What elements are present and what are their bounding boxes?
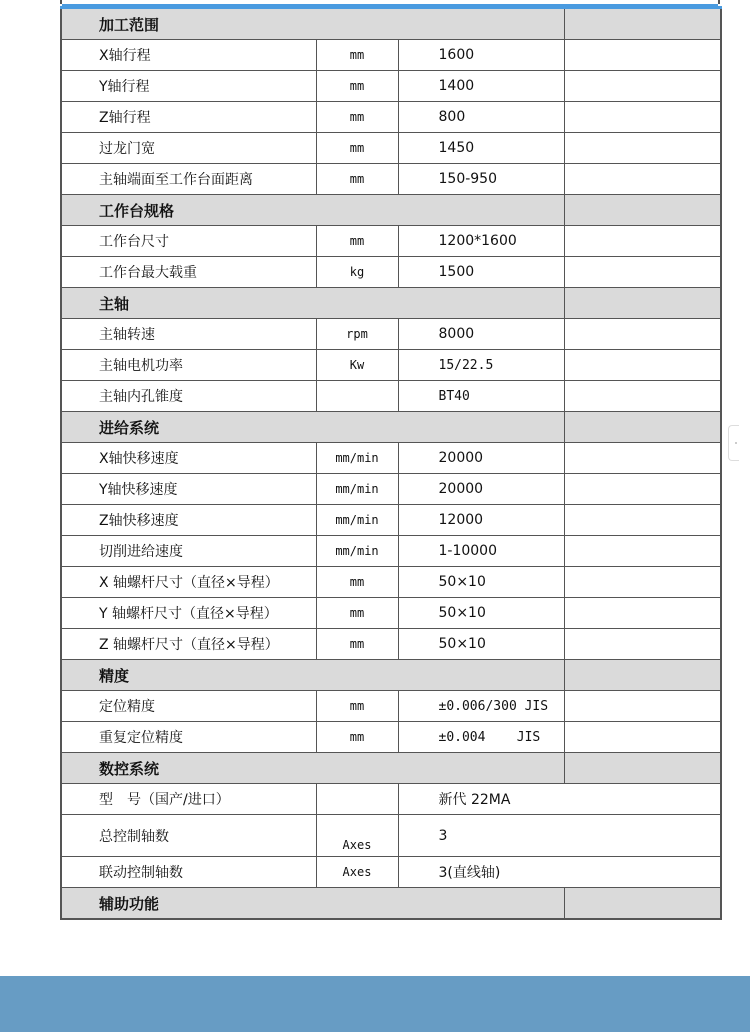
param-value: 8000 (398, 319, 564, 350)
param-name: Z 轴螺杆尺寸（直径×导程） (61, 629, 316, 660)
param-value: 50×10 (398, 567, 564, 598)
table-row (61, 629, 721, 660)
table-row (61, 226, 721, 257)
section-title: 数控系统 (61, 753, 564, 784)
param-value: 1200*1600 (398, 226, 564, 257)
param-unit: mm/min (316, 474, 398, 505)
section-header (61, 888, 721, 920)
table-row (61, 133, 721, 164)
param-unit: rpm (316, 319, 398, 350)
spec-table (60, 6, 722, 920)
section-title: 精度 (61, 660, 564, 691)
param-unit: kg (316, 257, 398, 288)
param-name: 重复定位精度 (61, 722, 316, 753)
param-name: 型 号（国产/进口） (61, 784, 316, 815)
table-row (61, 319, 721, 350)
remark-cell (564, 195, 721, 226)
param-value: 1400 (398, 71, 564, 102)
table-row (61, 567, 721, 598)
param-name: 工作台最大载重 (61, 257, 316, 288)
remark-cell (564, 288, 721, 319)
remark-cell (564, 888, 721, 920)
param-value: 1500 (398, 257, 564, 288)
section-title: 加工范围 (61, 8, 564, 40)
param-value: ±0.006/300 JIS (398, 691, 564, 722)
param-unit: Kw (316, 350, 398, 381)
table-row (61, 71, 721, 102)
param-unit: mm (316, 598, 398, 629)
section-header (61, 8, 721, 40)
param-value: 1-10000 (398, 536, 564, 567)
param-value: 20000 (398, 474, 564, 505)
param-name: 主轴电机功率 (61, 350, 316, 381)
param-unit: mm (316, 226, 398, 257)
remark-cell (564, 40, 721, 71)
param-name: Y轴行程 (61, 71, 316, 102)
param-value: BT40 (398, 381, 564, 412)
param-value: 12000 (398, 505, 564, 536)
table-row (61, 598, 721, 629)
param-name: 切削进给速度 (61, 536, 316, 567)
param-value: 1600 (398, 40, 564, 71)
remark-cell (564, 257, 721, 288)
param-unit: mm (316, 691, 398, 722)
section-header (61, 412, 721, 443)
remark-cell (564, 722, 721, 753)
table-row (61, 691, 721, 722)
param-unit: mm (316, 722, 398, 753)
remark-cell (564, 102, 721, 133)
param-unit: mm (316, 629, 398, 660)
table-row (61, 857, 721, 888)
param-value: 50×10 (398, 629, 564, 660)
param-name: 总控制轴数 (61, 815, 316, 857)
table-row (61, 815, 721, 857)
footer-band (0, 976, 750, 1032)
side-drawer-handle[interactable] (728, 425, 739, 461)
param-name: 定位精度 (61, 691, 316, 722)
param-name: Z轴快移速度 (61, 505, 316, 536)
remark-cell (564, 381, 721, 412)
remark-cell (564, 753, 721, 784)
section-title: 辅助功能 (61, 888, 564, 920)
param-value: 1450 (398, 133, 564, 164)
param-value: 3(直线轴) (398, 857, 721, 888)
section-header (61, 660, 721, 691)
param-unit: Axes (316, 857, 398, 888)
remark-cell (564, 319, 721, 350)
param-value: 150-950 (398, 164, 564, 195)
table-row (61, 784, 721, 815)
param-value: 15/22.5 (398, 350, 564, 381)
param-unit: mm (316, 133, 398, 164)
table-row (61, 40, 721, 71)
param-value: 50×10 (398, 598, 564, 629)
param-name: 联动控制轴数 (61, 857, 316, 888)
param-unit: Axes (316, 815, 398, 857)
remark-cell (564, 8, 721, 40)
remark-cell (564, 629, 721, 660)
table-row (61, 474, 721, 505)
table-row (61, 536, 721, 567)
section-title: 主轴 (61, 288, 564, 319)
table-row (61, 257, 721, 288)
param-value: 新代 22MA (398, 784, 721, 815)
param-unit: mm (316, 164, 398, 195)
section-title: 进给系统 (61, 412, 564, 443)
section-title: 工作台规格 (61, 195, 564, 226)
table-row (61, 164, 721, 195)
param-value: 20000 (398, 443, 564, 474)
remark-cell (564, 660, 721, 691)
param-unit: mm/min (316, 443, 398, 474)
param-unit: mm/min (316, 536, 398, 567)
param-name: 主轴内孔锥度 (61, 381, 316, 412)
param-name: 过龙门宽 (61, 133, 316, 164)
table-row (61, 102, 721, 133)
param-unit: mm (316, 102, 398, 133)
remark-cell (564, 350, 721, 381)
param-unit: mm (316, 40, 398, 71)
remark-cell (564, 536, 721, 567)
param-name: Y轴快移速度 (61, 474, 316, 505)
param-unit (316, 381, 398, 412)
param-name: X 轴螺杆尺寸（直径×导程） (61, 567, 316, 598)
remark-cell (564, 133, 721, 164)
param-name: Y 轴螺杆尺寸（直径×导程） (61, 598, 316, 629)
table-row (61, 443, 721, 474)
param-value: ±0.004 JIS (398, 722, 564, 753)
param-name: Z轴行程 (61, 102, 316, 133)
param-name: 主轴转速 (61, 319, 316, 350)
param-unit: mm (316, 71, 398, 102)
remark-cell (564, 598, 721, 629)
param-unit: mm (316, 567, 398, 598)
param-value: 800 (398, 102, 564, 133)
remark-cell (564, 474, 721, 505)
param-name: X轴快移速度 (61, 443, 316, 474)
remark-cell (564, 226, 721, 257)
param-name: 主轴端面至工作台面距离 (61, 164, 316, 195)
table-row (61, 350, 721, 381)
remark-cell (564, 567, 721, 598)
remark-cell (564, 505, 721, 536)
param-name: 工作台尺寸 (61, 226, 316, 257)
table-top-edge (60, 0, 720, 4)
remark-cell (564, 412, 721, 443)
table-row (61, 722, 721, 753)
param-value: 3 (398, 815, 721, 857)
handle-dot-icon (735, 442, 737, 444)
table-row (61, 505, 721, 536)
remark-cell (564, 691, 721, 722)
remark-cell (564, 71, 721, 102)
remark-cell (564, 443, 721, 474)
section-header (61, 195, 721, 226)
remark-cell (564, 164, 721, 195)
param-name: X轴行程 (61, 40, 316, 71)
section-header (61, 753, 721, 784)
param-unit (316, 784, 398, 815)
table-row (61, 381, 721, 412)
param-unit: mm/min (316, 505, 398, 536)
section-header (61, 288, 721, 319)
